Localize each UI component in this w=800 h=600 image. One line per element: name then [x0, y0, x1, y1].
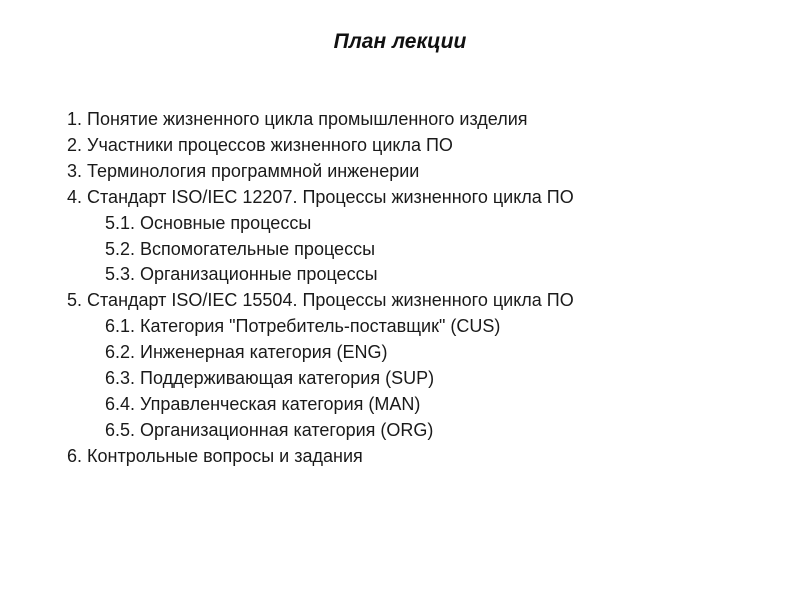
outline-subitem-5-1: 5.1. Основные процессы [105, 212, 312, 233]
outline-item-3: 3. Терминология программной инженерии [67, 160, 420, 181]
outline-subitem-6-3: 6.3. Поддерживающая категория (SUP) [105, 368, 435, 389]
outline-subitem-6-1: 6.1. Категория "Потребитель-поставщик" (CUS) [105, 316, 501, 337]
outline-item-1: 1. Понятие жизненного цикла промышленного изделия [67, 109, 528, 129]
outline-item-4: 4. Стандарт ISO/IEC 12207. Процессы жизненного цикла ПО [67, 186, 574, 207]
outline-subitem-6-5: 6.5. Организационная категория (ORG) [105, 419, 434, 440]
outline-subitem-6-2: 6.2. Инженерная категория (ENG) [105, 342, 388, 363]
outline-subitem-6-4: 6.4. Управленческая категория (MAN) [105, 393, 421, 414]
outline-subitem-5-3: 5.3. Организационные процессы [105, 264, 378, 285]
slide-title: План лекции [333, 30, 467, 53]
outline-subitem-5-2: 5.2. Вспомогательные процессы [105, 238, 376, 259]
lecture-outline [67, 107, 574, 470]
outline-item-2: 2. Участники процессов жизненного цикла ПО [67, 134, 453, 155]
outline-item-5: 5. Стандарт ISO/IEC 15504. Процессы жизненного цикла ПО [67, 290, 574, 311]
outline-item-6: 6. Контрольные вопросы и задания [67, 445, 363, 466]
